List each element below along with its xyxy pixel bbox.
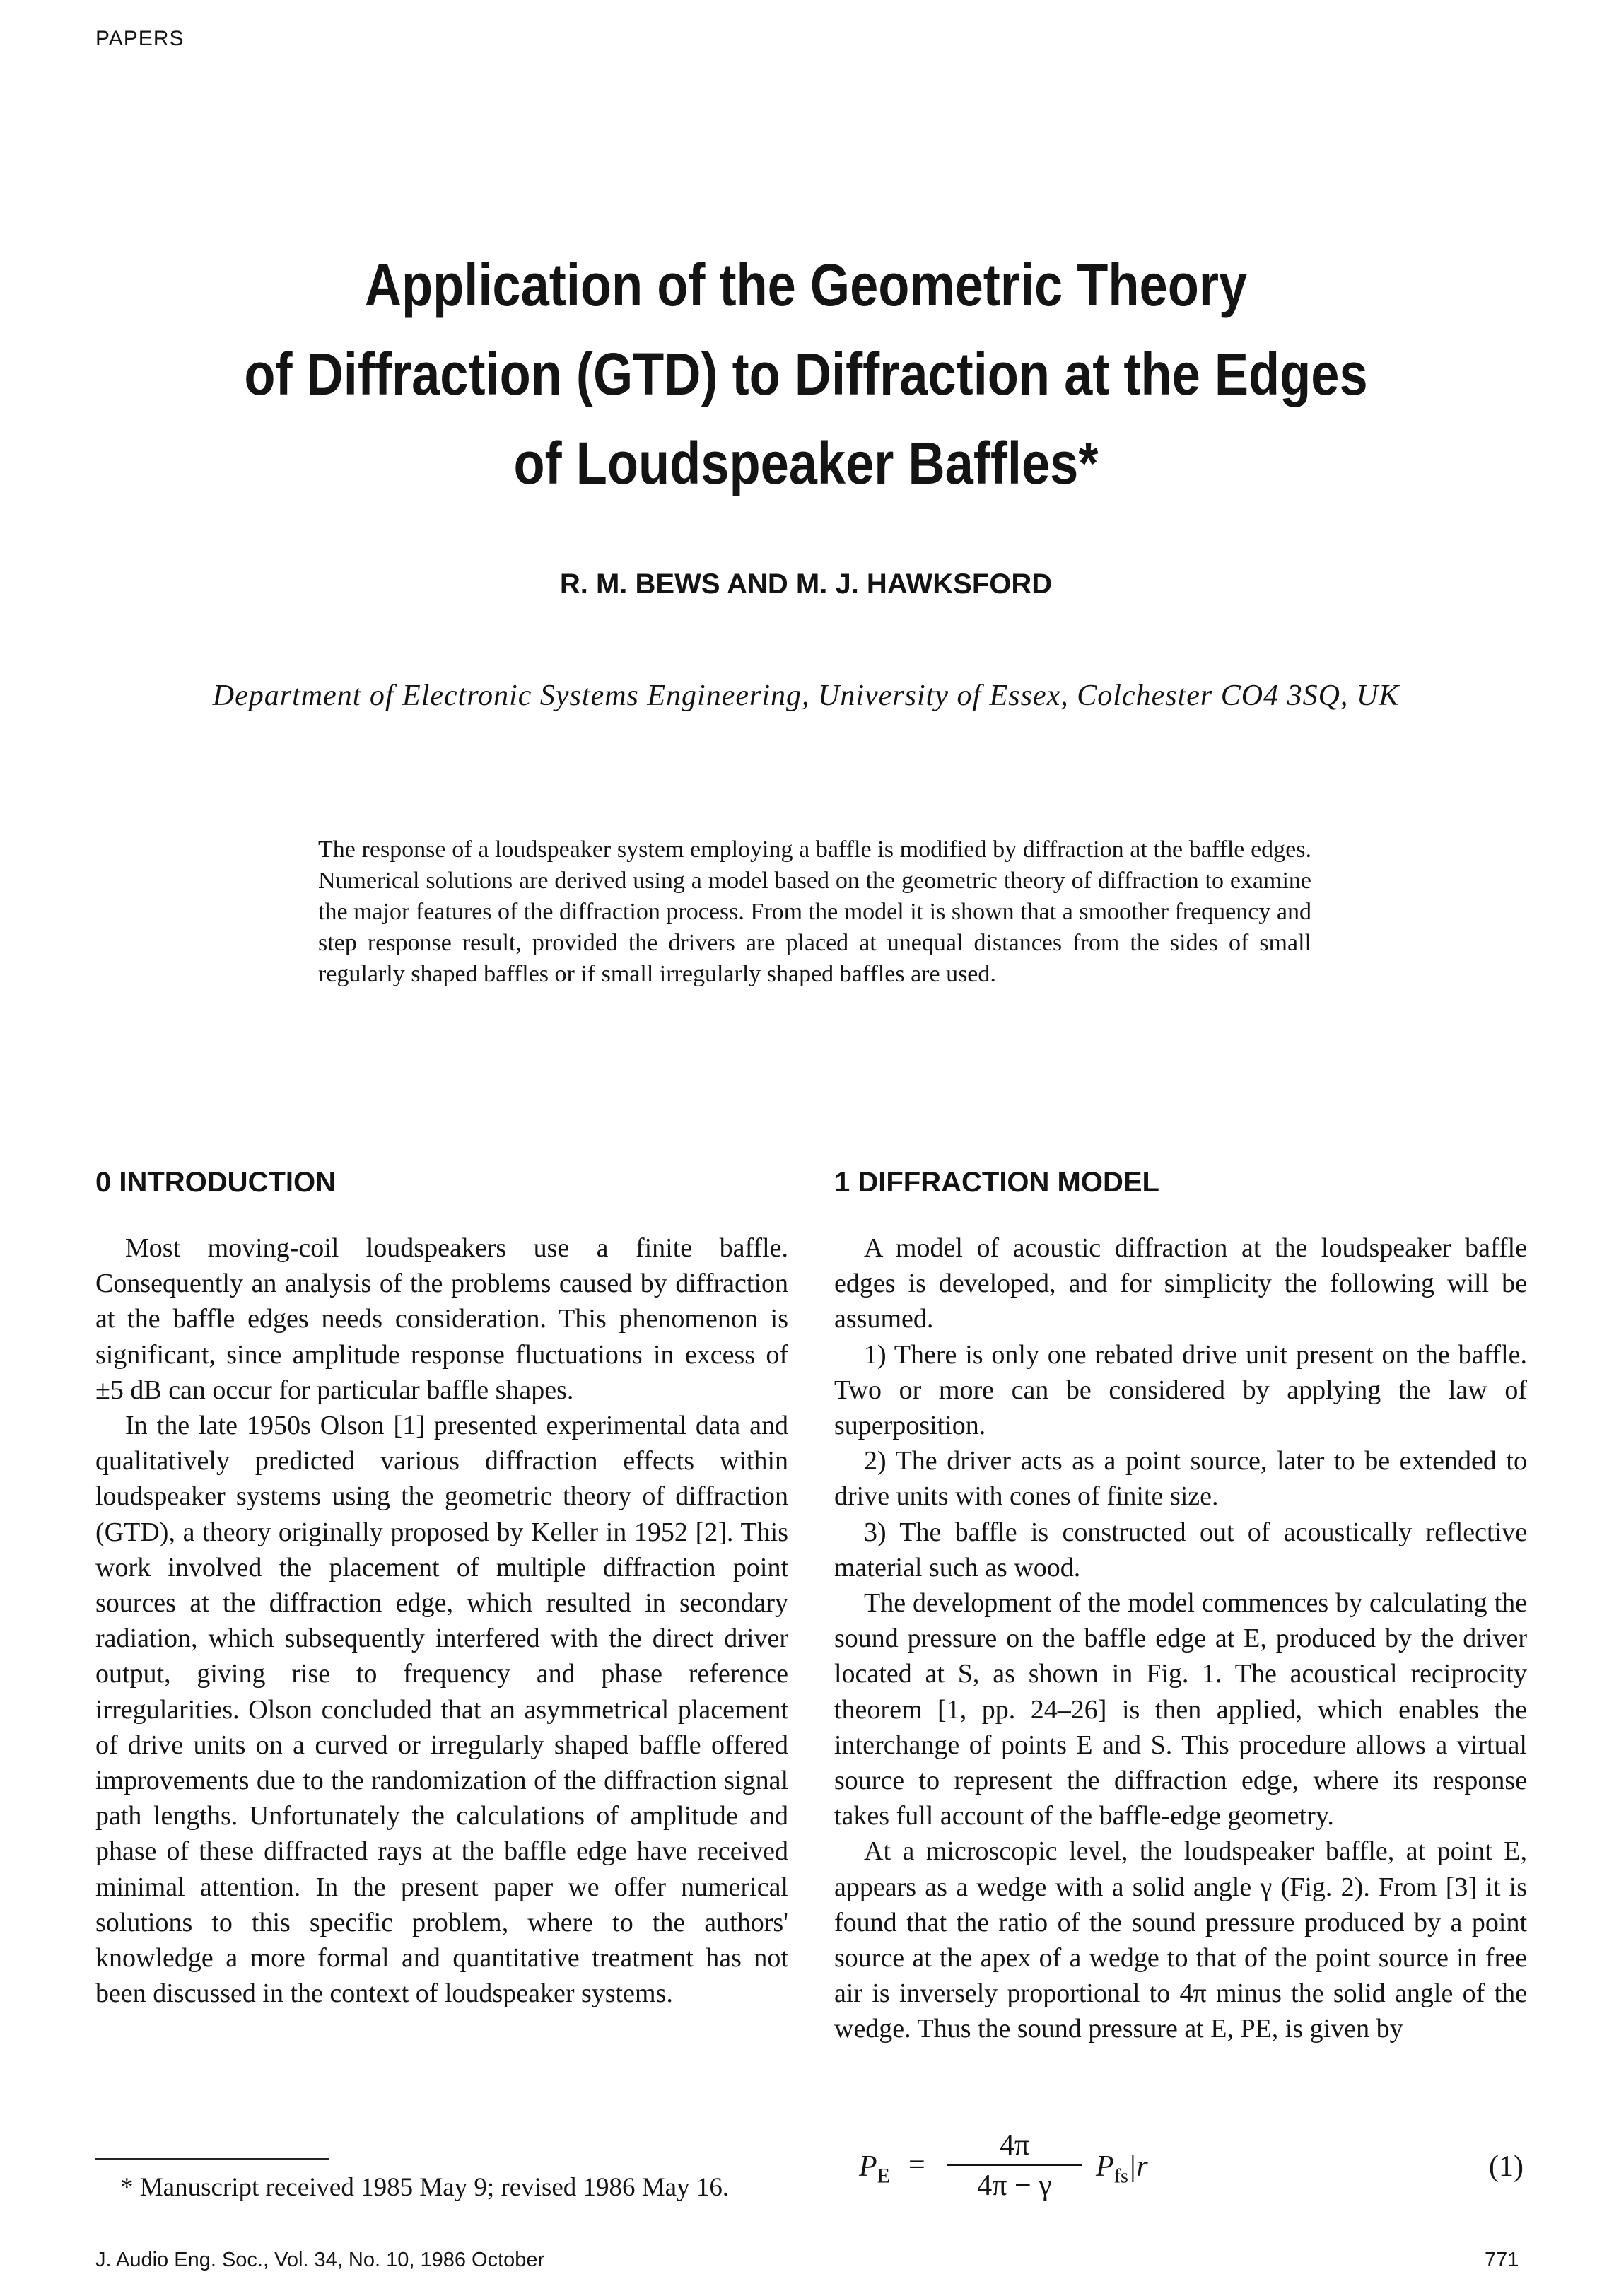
evaluation-bar: |r [1128,2150,1148,2183]
affiliation: Department of Electronic Systems Engineering, University of Essex, Colchester CO4 3SQ, UK [212,680,1400,712]
intro-paragraph: In the late 1950s Olson [1] presented experimental data and qualitatively predicted various diffraction effects within loudspeaker systems using the geometric theory of diffraction (GTD), a theory originally proposed by Keller in 1952 [2]. This work involved the placement of multiple diffraction point sources at the diffraction edge, which resulted in secondary radiation, which subsequently interfered with the direct driver output, giving rise to frequency and phase reference irregularities. Olson concluded that an asymmetrical placement of drive units on a curved or irregularly shaped baffle offered improvements due to the randomization of the diffraction signal path lengths. Unfortunately the calculations of amplitude and phase of these diffracted rays at the baffle edge have received minimal attention. In the present paper we offer numerical solutions to this specific problem, where to the authors' knowledge a more formal and quantitative treatment has not been discussed in the context of loudspeaker systems. [95,1411,788,2009]
footnote: * Manuscript received 1985 May 9; revised 1986 May 16. [120,2173,730,2202]
section-heading-introduction: 0 INTRODUCTION [95,1167,336,1198]
section-label: PAPERS [95,27,185,50]
model-paragraph: 1) There is only one rebated drive unit present on the baffle. Two or more can be considered by applying the law of superposition. [834,1339,1527,1441]
equation-rhs: $P_{fs}|r$ [1096,2150,1148,2188]
fraction-bar [947,2164,1082,2166]
title-line-3: of Loudspeaker Baffles* [513,430,1099,496]
page-number: 771 [1485,2249,1519,2271]
title-line-2: of Diffraction (GTD) to Diffraction at the Edges [244,341,1368,407]
model-paragraph: A model of acoustic diffraction at the loudspeaker baffle edges is developed, and for simplicity the following will be assumed. [834,1233,1527,1334]
model-paragraph: 3) The baffle is constructed out of acoustically reflective material such as wood. [834,1517,1527,1583]
equation-numerator: 4π [999,2129,1030,2162]
footer-journal-citation: J. Audio Eng. Soc., Vol. 34, No. 10, 1986 October [95,2249,545,2271]
model-paragraph: The development of the model commences by calculating the sound pressure on the baffle edge at E, produced by the driver located at S, as shown in Fig. 1. The acoustical reciprocity theorem [1, pp. 24–26] is then applied, which enables the interchange of points E and S. This procedure allows a virtual source to represent the diffraction edge, where its response takes full account of the baffle-edge geometry. [834,1588,1527,1831]
right-column [834,1167,1527,2047]
authors: R. M. BEWS AND M. J. HAWKSFORD [559,569,1053,600]
equation-number: (1) [1489,2150,1524,2183]
model-paragraph: At a microscopic level, the loudspeaker baffle, at point E, appears as a wedge with a solid angle γ (Fig. 2). From [3] it is found that the ratio of the sound pressure produced by a point source at the apex of a wedge to that of the point source in free air is inversely proportional to 4π minus the solid angle of the wedge. Thus the sound pressure at E, PE, is given by [834,1836,1527,2044]
equation-fraction [947,2128,1082,2203]
equation-equals: = [908,2149,925,2181]
equation-lhs: $P_E$ [859,2150,890,2188]
paper-title [141,240,1470,508]
abstract: The response of a loudspeaker system employing a baffle is modified by diffraction at the baffle edges. Numerical solutions are derived using a model based on the geometric theory of diffraction to examine the major features of the diffraction process. From the model it is shown that a smoother frequency and step response result, provided the drivers are placed at unequal distances from the sides of small regularly shaped baffles or if small irregularly shaped baffles are used. [318,837,1311,987]
model-paragraph: 2) The driver acts as a point source, later to be extended to drive units with cones of finite size. [834,1446,1527,1512]
footnote-divider [95,2158,329,2160]
section-heading-diffraction-model: 1 DIFFRACTION MODEL [834,1167,1159,1198]
equation-denominator: 4π − γ [977,2169,1052,2202]
title-line-1: Application of the Geometric Theory [364,252,1248,318]
equation-1 [859,2128,1524,2203]
intro-paragraph: Most moving-coil loudspeakers use a finite baffle. Consequently an analysis of the problems caused by diffraction at the baffle edges needs consideration. This phenomenon is significant, since amplitude response fluctuations in excess of ±5 dB can occur for particular baffle shapes. [95,1233,788,1405]
left-column [95,1167,788,2011]
